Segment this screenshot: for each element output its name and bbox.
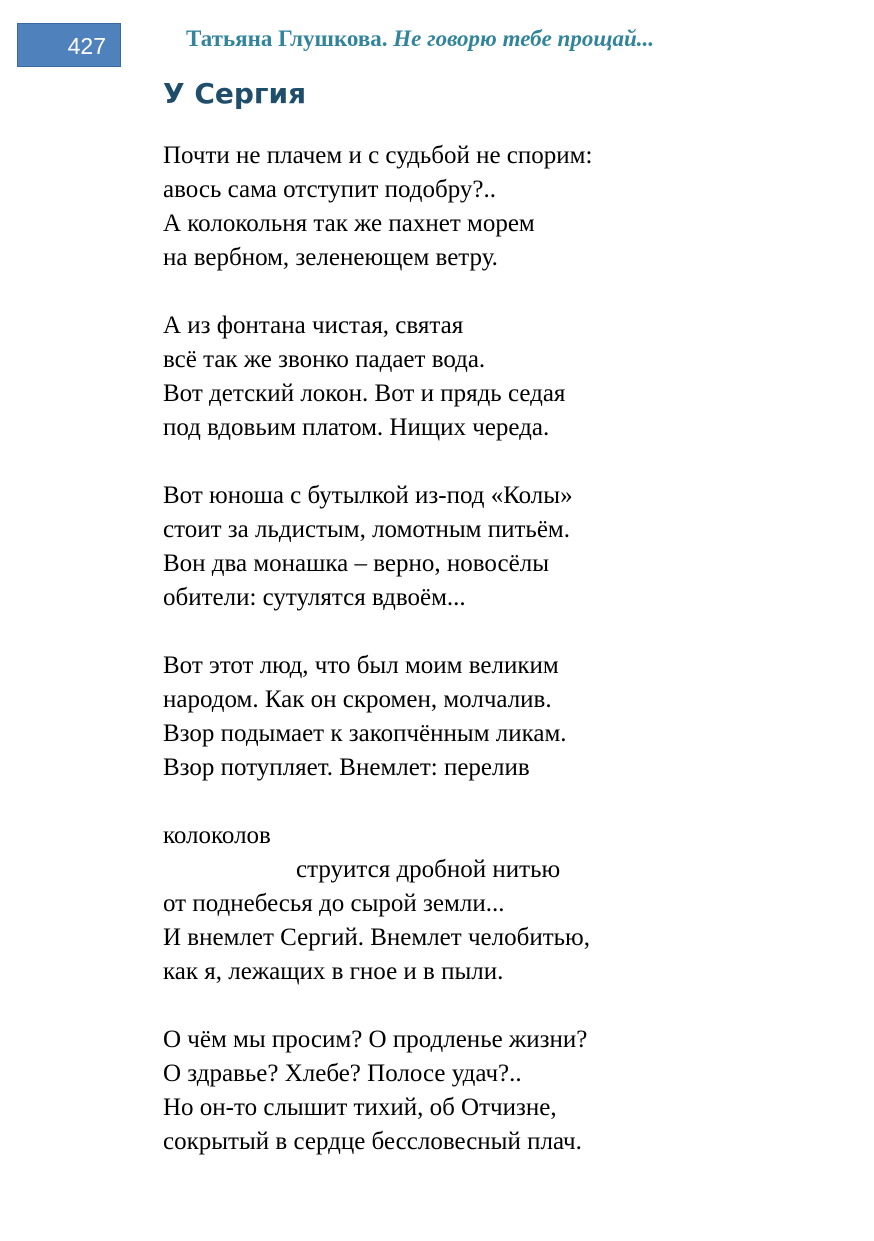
- poem-line: на вербном, зеленеющем ветру.: [163, 244, 498, 271]
- header-author: Татьяна Глушкова.: [186, 26, 388, 51]
- poem-line: Взор потупляет. Внемлет: перелив: [163, 754, 530, 781]
- poem-line: Вон два монашка – верно, новосёлы: [163, 550, 549, 577]
- poem-line: под вдовьим платом. Нищих череда.: [163, 414, 550, 441]
- poem-line: О чём мы просим? О продленье жизни?: [163, 1026, 588, 1053]
- poem-line: обители: сутулятся вдвоём...: [163, 584, 466, 611]
- page-number: 427: [67, 33, 106, 59]
- poem-body: [163, 139, 592, 1193]
- stanza-4: [163, 649, 592, 785]
- header-book-title: Не говорю тебе прощай...: [393, 26, 655, 51]
- stanza-1: [163, 139, 592, 275]
- poem-line: Взор подымает к закопчённым ликам.: [163, 720, 567, 747]
- poem-title: У Сергия: [163, 77, 307, 110]
- poem-line: А колокольня так же пахнет морем: [163, 210, 535, 237]
- poem-line: всё так же звонко падает вода.: [163, 346, 486, 373]
- stanza-2: [163, 309, 592, 445]
- poem-line: стоит за льдистым, ломотным питьём.: [163, 516, 570, 543]
- stanza-6: [163, 1023, 592, 1159]
- stanza-3: [163, 479, 592, 615]
- poem-line: сокрытый в сердце бессловесный плач.: [163, 1128, 582, 1155]
- poem-line: Но он-то слышит тихий, об Отчизне,: [163, 1094, 557, 1121]
- poem-line: от поднебесья до сырой земли...: [163, 890, 505, 917]
- poem-line: авось сама отступит подобру?..: [163, 176, 496, 203]
- poem-line: колоколов: [163, 822, 271, 849]
- poem-line: О здравье? Хлебе? Полосе удач?..: [163, 1060, 522, 1087]
- stanza-5: [163, 819, 592, 989]
- poem-line: Вот детский локон. Вот и прядь седая: [163, 380, 566, 407]
- poem-line-stepped: струится дробной нитью: [296, 856, 561, 883]
- poem-line: как я, лежащих в гное и в пыли.: [163, 958, 504, 985]
- poem-line: Почти не плачем и с судьбой не спорим:: [163, 142, 593, 169]
- poem-line: Вот этот люд, что был моим великим: [163, 652, 559, 679]
- poem-line: народом. Как он скромен, молчалив.: [163, 686, 552, 713]
- poem-line: Вот юноша с бутылкой из-под «Колы»: [163, 482, 573, 509]
- poem-line: А из фонтана чистая, святая: [163, 312, 464, 339]
- running-header: [186, 25, 654, 53]
- poem-line: И внемлет Сергий. Внемлет челобитью,: [163, 924, 590, 951]
- page-number-badge: [17, 23, 121, 67]
